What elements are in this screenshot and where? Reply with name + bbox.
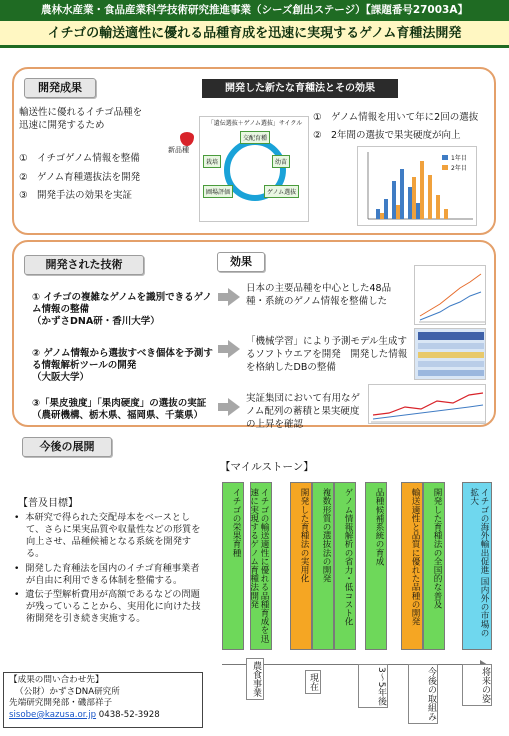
cycle-node: 交配育種 [240, 131, 270, 144]
tech-org: （大阪大学） [32, 371, 90, 383]
tech-org: （かずさDNA研・香川大学） [32, 315, 160, 327]
milestone-bar: ゲノム情報解析の省力・低コスト化 [334, 482, 356, 650]
timeline-point: 現在 [305, 670, 321, 694]
database-thumbnail [414, 328, 486, 380]
effects-banner: 開発した新たな育種法とその効果 [202, 79, 398, 98]
result-item: ② ゲノム育種選抜法を開発 [19, 171, 141, 183]
milestone-bar: 開発した育種法の全国的な普及 [423, 482, 445, 650]
milestone-bar: イチゴの輸送適性に優れる品種育成を迅速に実現するゲノム育種法開発 [250, 482, 272, 650]
effect-item: ① ゲノム情報を用いて年に2回の選抜 [313, 112, 479, 123]
results-lead [19, 107, 189, 133]
timeline-point: 農食事業 [246, 658, 264, 700]
tech-org: （農研機構、栃木県、福岡県、千葉県） [32, 409, 204, 421]
breeding-cycle-diagram [199, 116, 309, 222]
milestone-title: 【マイルストーン】 [220, 461, 314, 473]
timeline-point: 将来の姿 [462, 664, 492, 706]
tech-title: ③「果皮強度」「果肉硬度」の選抜の実証 [32, 398, 207, 409]
goal-text: 開発した育種法を国内のイチゴ育種事業者が自由に利用できる体制を整備する。 [25, 562, 200, 586]
cycle-node: 栽培 [203, 155, 221, 168]
tech-effect-3: 実証集団において有用なゲノム配列の蓄積と果実硬度の上昇を確認 [246, 393, 361, 430]
milestone-bar: 品種候補系統の育成 [365, 482, 387, 650]
milestone-bar: イチゴの海外輸出促進 国内外の市場の拡大 [462, 482, 492, 650]
firmness-line-svg [369, 385, 486, 424]
tech-title: ② ゲノム情報から選抜すべき個体を予測する情報解析ツールの開発 [32, 348, 213, 371]
cycle-caption: 「遺伝選抜＋ゲノム選抜」サイクル [207, 120, 303, 127]
section-label-technologies: 開発された技術 [24, 255, 144, 275]
arrow-right-icon [228, 288, 240, 306]
page-title: イチゴの輸送適性に優れる品種育成を迅速に実現するゲノム育種法開発 [0, 21, 509, 48]
lead-line: 輸送性に優れるイチゴ品種を [19, 107, 143, 118]
milestone-bar: イチゴの栄果育種 [222, 482, 244, 650]
chart-bars [376, 161, 448, 219]
effect-label: 効果 [217, 252, 265, 272]
database-svg [415, 329, 486, 380]
effect-item: ② 2年間の選抜で果実硬度が向上 [313, 130, 461, 142]
tech-1 [32, 292, 217, 328]
goal-text: 遺伝子型解析費用が高額であるなどの問題が残っていることから、実用化に向けた技術開発を引き続き実施する。 [25, 588, 201, 625]
legend-year2: 2年目 [451, 165, 467, 172]
milestone-bar: 複数形質の選抜法の開発 [312, 482, 334, 650]
tech-title: ① イチゴの複雑なゲノムを識別できるゲノム情報の整備 [32, 292, 212, 315]
contact-box [3, 672, 203, 728]
contact-title: 【成果の問い合わせ先】 [9, 675, 104, 685]
genome-chart-thumbnail [414, 265, 486, 325]
result-item: ① イチゴゲノム情報を整備 [19, 153, 140, 164]
milestone-bar: 輸送適性と品質に優れた品種の開発 [401, 482, 423, 650]
goal-item: • 本研究で得られた交配母本をベースとして、さらに果実品質や収量性などの形質を向上させ、品種候補となる系統を開発する。 [14, 512, 201, 560]
new-variety-label: 新品種 [168, 146, 189, 154]
timeline-point: 3〜5年後 [358, 664, 388, 708]
tech-effect-1: 日本の主要品種を中心とした48品種・系統のゲノム情報を整備した [246, 283, 392, 307]
cycle-node: ゲノム選抜 [264, 185, 299, 198]
effects-list [313, 109, 493, 145]
genome-chart-svg [415, 266, 486, 325]
milestone-bar: 開発した育種法の実用化 [290, 482, 312, 650]
tech-effect-2: 「機械学習」により予測モデル生成するソフトウエアを開発 開発した情報を格納したDBの整備 [246, 336, 408, 373]
contact-tel: 0438-52-3928 [98, 709, 160, 720]
firmness-line-thumbnail [368, 384, 486, 424]
contact-email-link[interactable]: sisobe@kazusa.or.jp [9, 709, 97, 720]
contact-org: （公財）かずさDNA研究所 [15, 686, 120, 697]
results-items [19, 150, 189, 206]
tech-3 [32, 398, 217, 422]
contact-dept: 先端研究開発部・磯部祥子 [9, 698, 113, 709]
goal-item: • 遺伝子型解析費用が高額であるなどの問題が残っていることから、実用化に向けた技術開発を引き続き実施する。 [14, 588, 201, 625]
project-header: 農林水産業・食品産業科学技術研究推進事業（シーズ創出ステージ）【課題番号27003A】 [0, 0, 509, 21]
firmness-chart [357, 146, 477, 226]
goals-list [14, 512, 208, 625]
arrow-right-icon [228, 398, 240, 416]
goal-item: • 開発した育種法を国内のイチゴ育種事業者が自由に利用できる体制を整備する。 [14, 562, 200, 586]
legend-year1: 1年目 [451, 155, 467, 162]
lead-line: 迅速に開発するため [19, 119, 105, 131]
section-label-future: 今後の展開 [22, 437, 112, 457]
goals-title: 【普及目標】 [18, 498, 78, 509]
timeline-point: 今後の取組み [408, 664, 438, 724]
cycle-node: 圃場評価 [203, 185, 233, 198]
section-label-results: 開発成果 [24, 78, 96, 98]
result-item: ③ 開発手法の効果を実証 [19, 190, 133, 202]
cycle-node: 幼苗 [272, 155, 290, 168]
tech-2 [32, 348, 217, 384]
arrow-right-icon [228, 340, 240, 358]
goal-text: 本研究で得られた交配母本をベースとして、さらに果実品質や収量性などの形質を向上させ、品種候補となる系統を開発する。 [25, 512, 201, 560]
